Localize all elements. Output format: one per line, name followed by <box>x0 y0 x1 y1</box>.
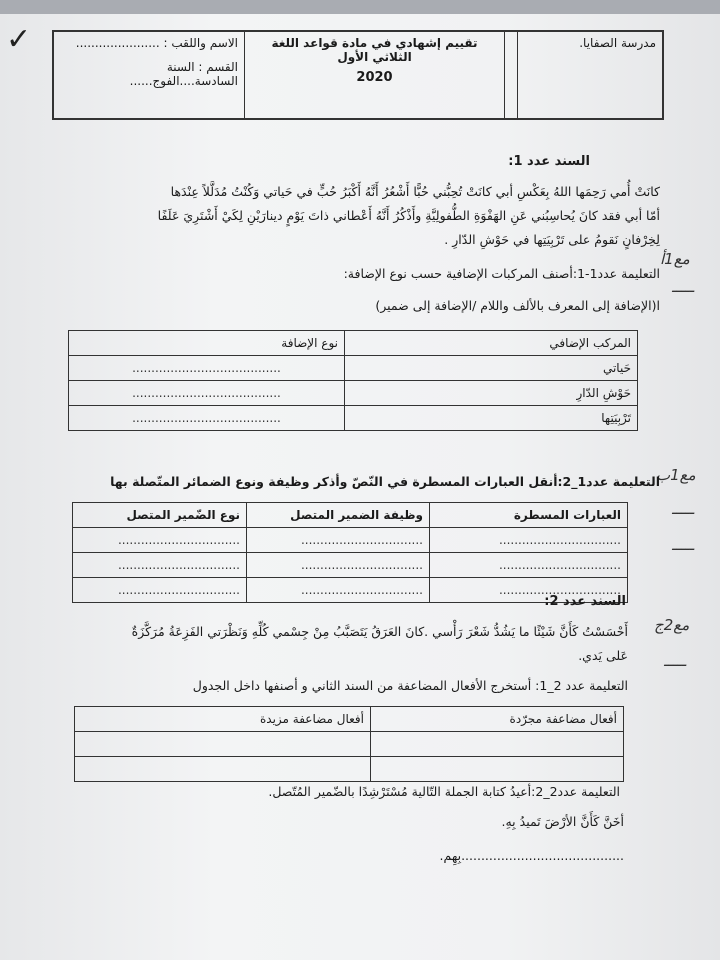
answer-cell[interactable]: ................................ <box>247 528 430 553</box>
margin-mark-2a: ـــــ <box>672 500 694 518</box>
answer-cell[interactable]: ................................ <box>73 553 247 578</box>
answer-cell[interactable]: ................................ <box>430 553 628 578</box>
col-header-function: وظيفة الضمير المتصل <box>247 503 430 528</box>
school-cell <box>517 32 662 118</box>
task2-instruction: التعليمة عدد1_2:أنقل العبارات المسطرة في النّصّ وأذكر وظيفة ونوع الضمائر المتّصلة بها <box>110 474 660 489</box>
task4-answer-line[interactable]: .........................................بِهِم. <box>439 848 624 863</box>
task4-sentence: أخَنَّ كَأَنَّ الأرْضَ تَميدُ بِهِ. <box>501 814 624 829</box>
page-top-edge <box>0 0 720 14</box>
table-row <box>75 732 624 757</box>
table-header-row <box>69 331 638 356</box>
answer-cell[interactable] <box>75 732 371 757</box>
col-header-pronoun-type: نوع الضّمير المتصل <box>73 503 247 528</box>
task1-table <box>68 330 638 431</box>
text1-line2: أمّا أبي فقد كانَ يُحاسِبُني عَنِ الهَفْوَةِ الطُّفولِيَّةِ وأَذْكُرُ أَنَّهُ أَعْطاني ذاتَ يَوْمٍ دينارَيْنِ لِكَيْ أَشْتَرِيَ عَلَفًا <box>157 208 660 223</box>
name-field[interactable]: الاسم واللقب : ...................... <box>75 36 238 50</box>
answer-cell[interactable]: ................................ <box>73 528 247 553</box>
col-header-augmented-verbs: أفعال مضاعفة مزيدة <box>75 707 371 732</box>
compound-cell: حَوْشِ الدّارِ <box>345 381 638 406</box>
task3-table <box>74 706 624 782</box>
answer-cell[interactable] <box>75 757 371 782</box>
text1-heading: السند عدد 1: <box>508 154 590 169</box>
answer-cell[interactable]: ....................................... <box>69 356 345 381</box>
col-header-type: نوع الإضافة <box>69 331 345 356</box>
margin-note-1: مع1أ <box>660 250 690 268</box>
table-row <box>73 528 628 553</box>
margin-mark-2b: ـــــ <box>672 536 694 554</box>
margin-note-3: مع2ج <box>654 616 690 634</box>
answer-cell[interactable]: ................................ <box>73 578 247 603</box>
task1-instruction: التعليمة عدد1-1:أصنف المركبات الإضافية حسب نوع الإضافة: <box>343 266 660 281</box>
text2-line1: أَحْسَسْتُ كَأَنَّ شَيْئًا ما يَشُدُّ شَعْرَ رَأْسي .كانَ العَرَقُ يَتَصَبَّبُ مِنْ جِسْمي كُلِّهِ وَنَظْرَتي الفَزِعَةُ مُرَكَّزَةٌ <box>131 624 628 639</box>
margin-mark-1: ـــــ <box>672 278 694 296</box>
title-cell <box>244 32 504 118</box>
col-header-phrases: العبارات المسطرة <box>430 503 628 528</box>
class-field[interactable]: القسم : السنة السادسة....الفوج...... <box>129 60 238 88</box>
answer-cell[interactable]: ................................ <box>247 553 430 578</box>
col-header-compound: المركب الإضافي <box>345 331 638 356</box>
task4-instruction: التعليمة عدد2_2:أعيدُ كتابة الجملة التّالية مُسْتَرْشِدًا بالضّمير المُتّصل. <box>268 784 620 799</box>
exam-year: 2020 <box>356 70 393 85</box>
compound-cell: تَرْبِيَتِها <box>345 406 638 431</box>
answer-cell[interactable]: ................................ <box>430 578 628 603</box>
margin-mark-3: ـــــ <box>664 652 686 670</box>
school-name: مدرسة الصفايا. <box>579 36 656 50</box>
task2-table <box>72 502 628 603</box>
text2-line2: عَلى يَدي. <box>578 648 628 663</box>
exam-header <box>52 30 664 120</box>
text1-line3: لِخِرْفانٍ نَقومُ على تَرْبِيَتِها في حَوْشِ الدّارِ . <box>444 232 660 247</box>
checkmark-icon: ✓ <box>6 22 32 57</box>
answer-cell[interactable]: ................................ <box>430 528 628 553</box>
text1-line1: كانَتْ أُمي رَحِمَها اللهُ بِعَكْسِ أبي كانَتْ تُحِبُّني حُبًّا أَشْعُرُ أَنَّهُ أَكْبَرُ حُبٍّ في حَياتي وَكُنْتُ مُدَلَّلاً عِنْدَها <box>170 184 660 199</box>
table-header-row <box>73 503 628 528</box>
answer-cell[interactable]: ....................................... <box>69 406 345 431</box>
table-row <box>75 757 624 782</box>
task1-options: ا(الإضافة إلى المعرف بالألف واللام /الإضافة إلى ضمير) <box>375 298 660 313</box>
header-divider <box>504 32 517 118</box>
student-cell <box>54 32 244 118</box>
exam-title: تقييم إشهادي في مادة قواعد اللغة الثلاثي الأول <box>271 36 478 64</box>
answer-cell[interactable] <box>371 757 624 782</box>
table-row <box>69 381 638 406</box>
table-row <box>73 553 628 578</box>
table-row <box>69 406 638 431</box>
table-row <box>69 356 638 381</box>
answer-cell[interactable]: ................................ <box>247 578 430 603</box>
col-header-bare-verbs: أفعال مضاعفة مجرّدة <box>371 707 624 732</box>
margin-note-2: مع1ب <box>656 466 696 484</box>
task3-instruction: التعليمة عدد 2_1: أستخرج الأفعال المضاعفة من السند الثاني و أصنفها داخل الجدول <box>192 678 628 693</box>
compound-cell: حَياتي <box>345 356 638 381</box>
table-header-row <box>75 707 624 732</box>
answer-cell[interactable] <box>371 732 624 757</box>
text2-heading: السند عدد 2: <box>544 594 626 609</box>
answer-cell[interactable]: ....................................... <box>69 381 345 406</box>
